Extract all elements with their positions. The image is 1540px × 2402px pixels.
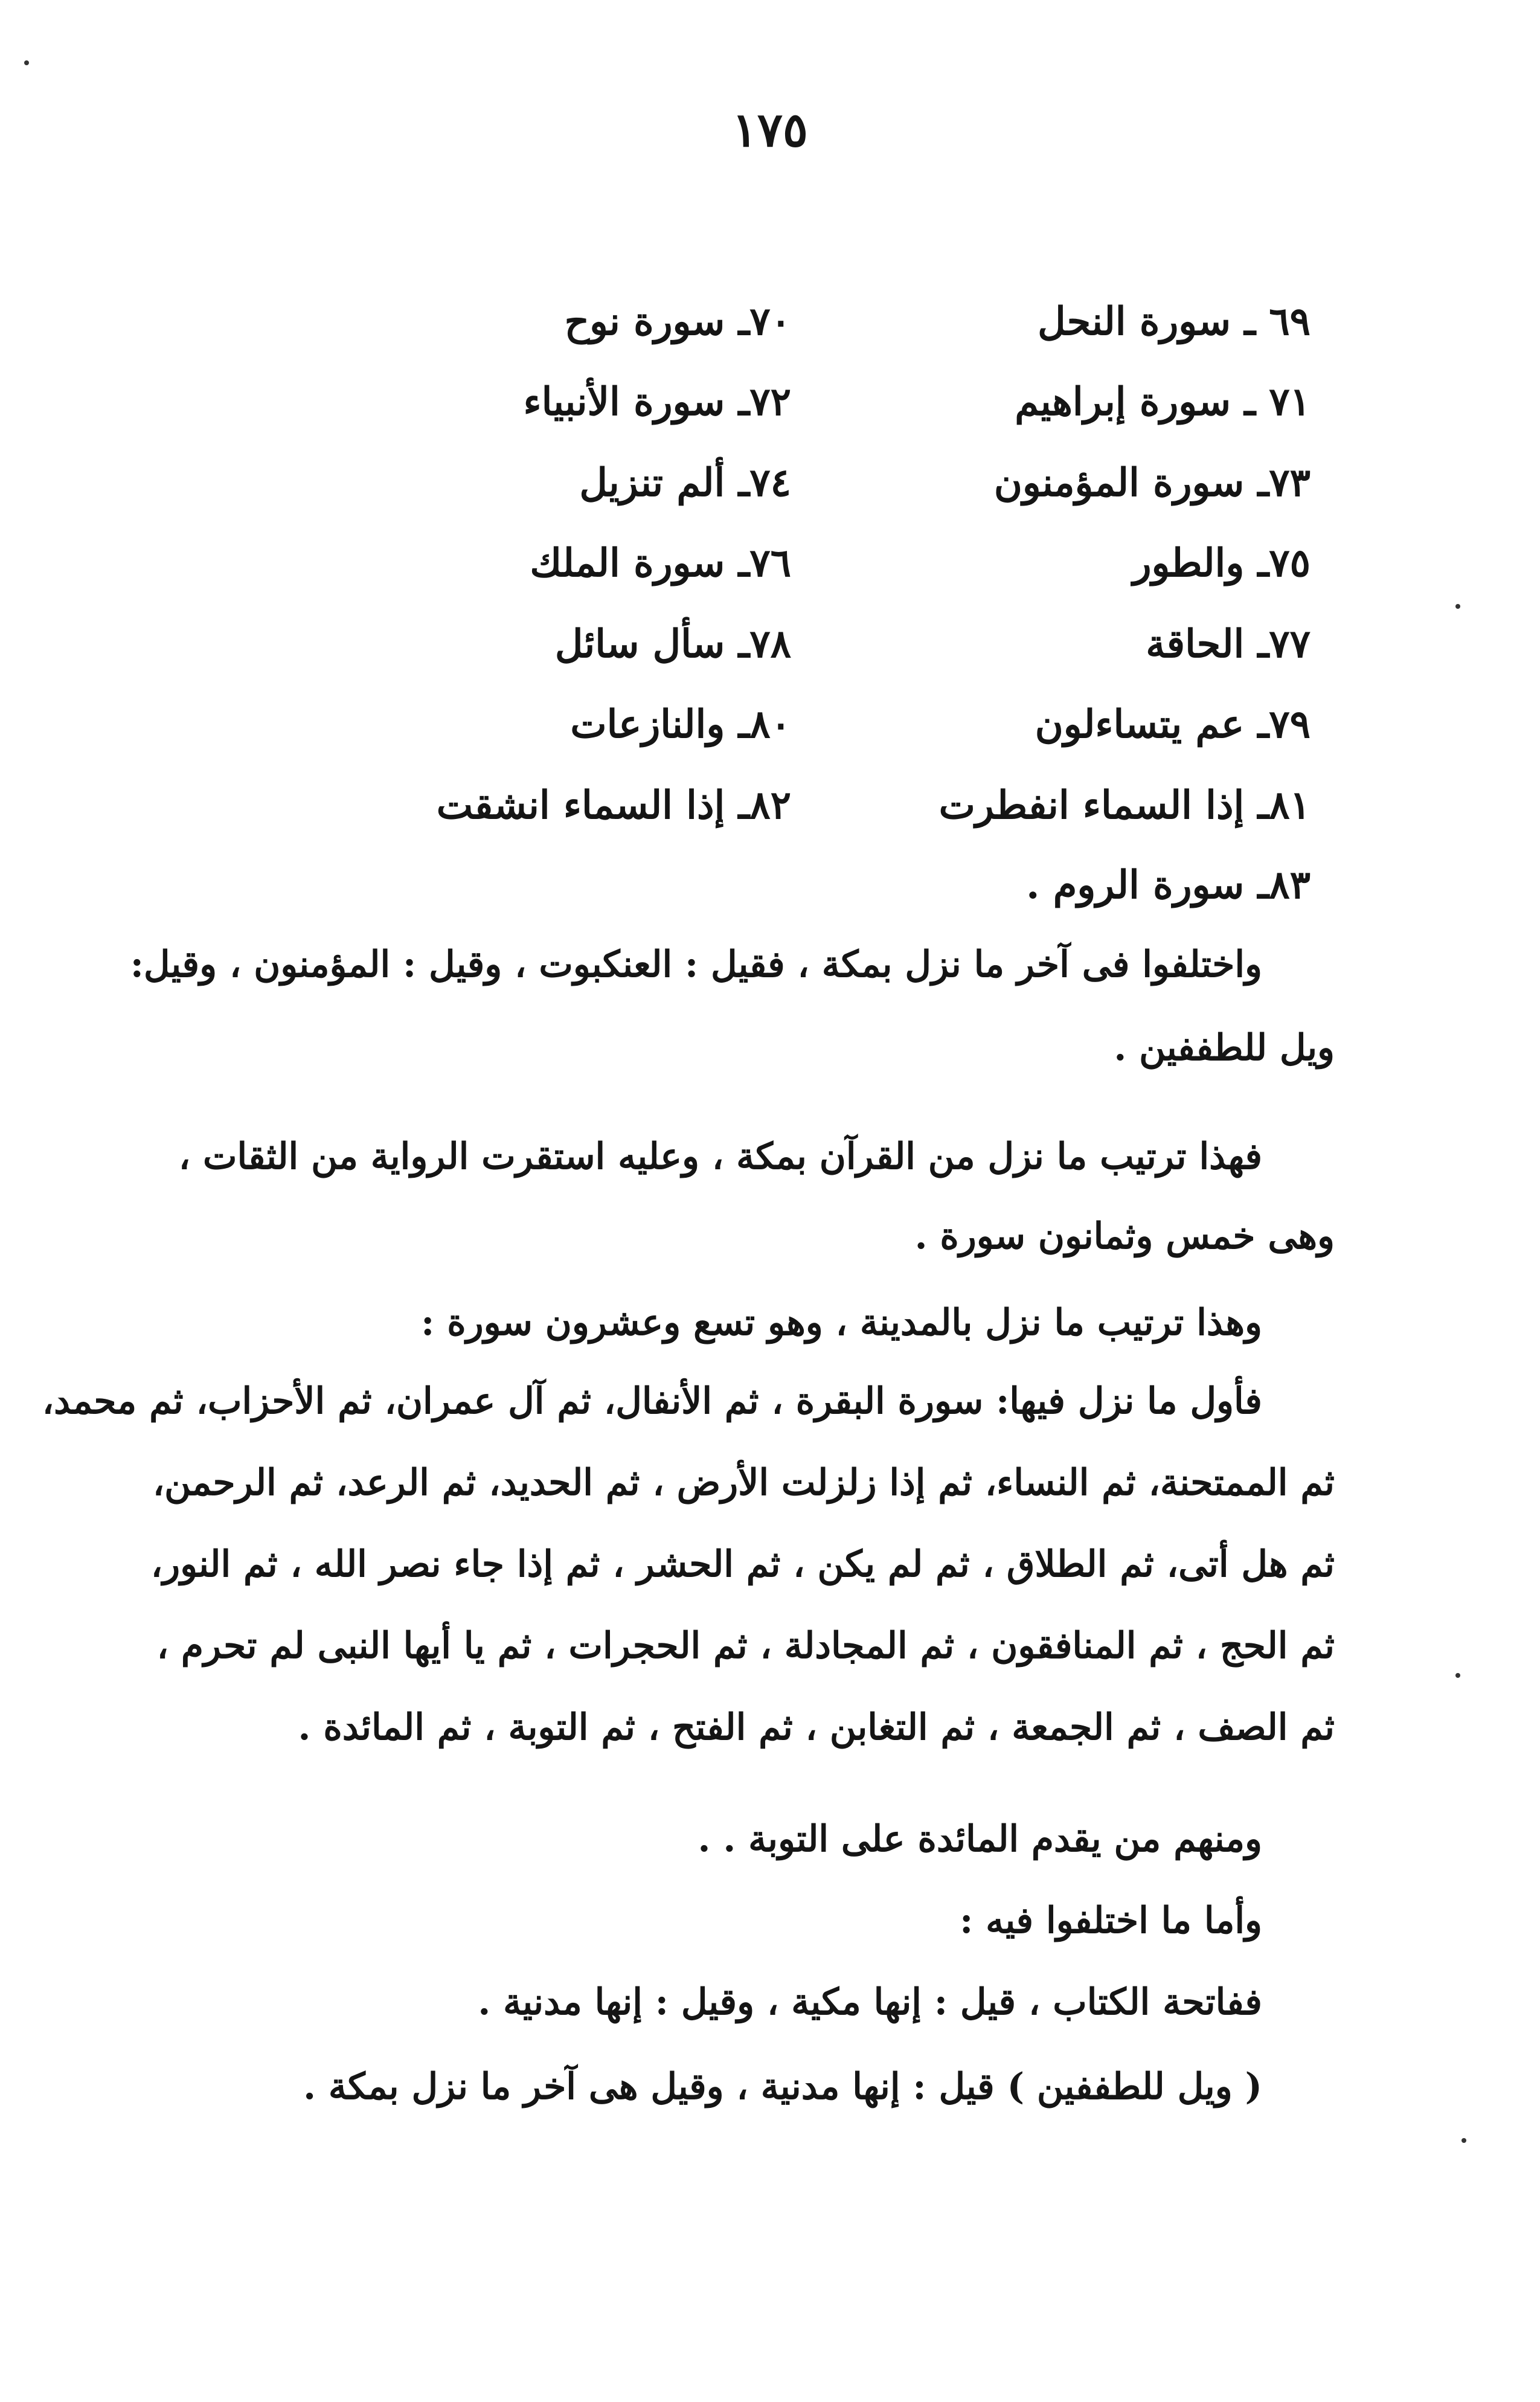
list-item: ٨١ـ إذا السماء انفطرت xyxy=(938,783,1311,828)
list-item: ٧٥ـ والطور xyxy=(1132,541,1311,586)
scan-speck xyxy=(1455,1673,1460,1678)
list-item: ٧٦ـ سورة الملك xyxy=(530,541,791,586)
paragraph-line: فهذا ترتيب ما نزل من القرآن بمكة ، وعليه استقرت الرواية من الثقات ، xyxy=(178,1135,1262,1178)
list-row xyxy=(242,379,1311,452)
list-item: ٧٤ـ ألم تنزيل xyxy=(579,460,791,506)
list-item: ٧٨ـ سأل سائل xyxy=(554,621,791,667)
list-row xyxy=(242,460,1311,533)
list-row xyxy=(242,541,1311,613)
page-number: ١٧٥ xyxy=(732,103,808,158)
paragraph-line: ثم هل أتى، ثم الطلاق ، ثم لم يكن ، ثم الحشر ، ثم إذا جاء نصر الله ، ثم النور، xyxy=(150,1543,1335,1585)
paragraph-line: وهى خمس وثمانون سورة . xyxy=(914,1215,1335,1257)
list-item: ٧٠ـ سورة نوح xyxy=(564,299,791,344)
list-item: ٧٣ـ سورة المؤمنون xyxy=(993,460,1311,506)
scan-speck xyxy=(1455,604,1460,609)
list-row xyxy=(242,621,1311,694)
paragraph-line: فأول ما نزل فيها: سورة البقرة ، ثم الأنفال، ثم آل عمران، ثم الأحزاب، ثم محمد، xyxy=(42,1380,1262,1422)
paragraph-line: ففاتحة الكتاب ، قيل : إنها مكية ، وقيل : إنها مدنية . xyxy=(478,1981,1262,2023)
list-row xyxy=(242,783,1311,855)
list-item: ٧٢ـ سورة الأنبياء xyxy=(523,379,791,425)
paragraph-line: وهذا ترتيب ما نزل بالمدينة ، وهو تسع وعشرون سورة : xyxy=(421,1302,1262,1344)
list-item: ٦٩ ـ سورة النحل xyxy=(1038,299,1311,344)
list-item: ٧٩ـ عم يتساءلون xyxy=(1035,702,1311,747)
paragraph-line: ومنهم من يقدم المائدة على التوبة . . xyxy=(698,1818,1262,1860)
paragraph-line: ثم الممتحنة، ثم النساء، ثم إذا زلزلت الأرض ، ثم الحديد، ثم الرعد، ثم الرحمن، xyxy=(152,1462,1335,1504)
paragraph-line: ثم الحج ، ثم المنافقون ، ثم المجادلة ، ثم الحجرات ، ثم يا أيها النبى لم تحرم ، xyxy=(156,1625,1335,1667)
paragraph-line: ويل للطففين . xyxy=(1114,1027,1335,1069)
scan-speck xyxy=(1461,2138,1466,2143)
paragraph-line: وأما ما اختلفوا فيه : xyxy=(960,1899,1262,1942)
list-item: ٨٣ـ سورة الروم . xyxy=(1026,862,1311,908)
list-item: ٧٧ـ الحاقة xyxy=(1146,621,1311,667)
scan-speck xyxy=(24,60,29,65)
list-row xyxy=(242,702,1311,774)
paragraph-line: واختلفوا فى آخر ما نزل بمكة ، فقيل : العنكبوت ، وقيل : المؤمنون ، وقيل: xyxy=(130,943,1262,986)
paragraph-line: ( ويل للطففين ) قيل : إنها مدنية ، وقيل هى آخر ما نزل بمكة . xyxy=(303,2066,1262,2108)
list-item: ٨٠ـ والنازعات xyxy=(570,702,791,747)
list-item: ٨٢ـ إذا السماء انشقت xyxy=(436,783,791,828)
paragraph-line: ثم الصف ، ثم الجمعة ، ثم التغابن ، ثم الفتح ، ثم التوبة ، ثم المائدة . xyxy=(298,1706,1335,1749)
list-row xyxy=(242,862,1311,935)
list-item: ٧١ ـ سورة إبراهيم xyxy=(1015,379,1311,425)
list-row xyxy=(242,299,1311,371)
